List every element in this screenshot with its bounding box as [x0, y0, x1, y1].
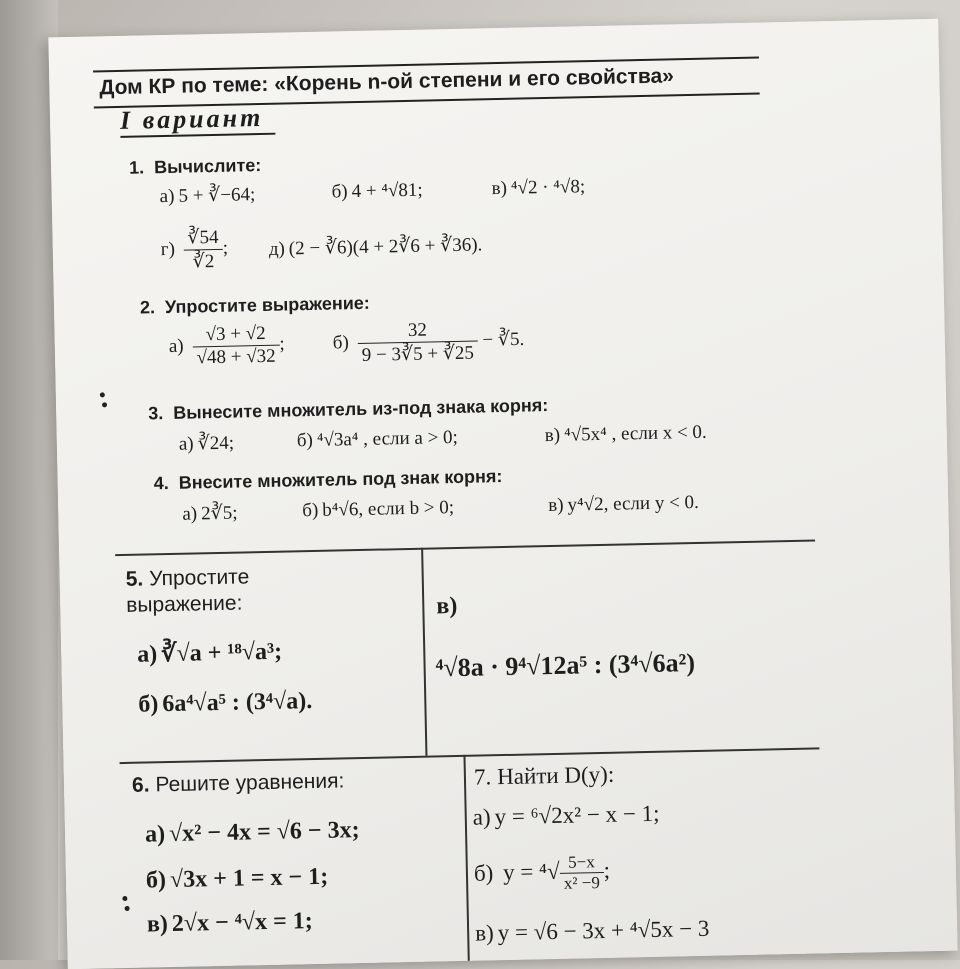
pen-mark-dot — [125, 906, 130, 911]
task7-b-prefix: y = — [502, 859, 534, 885]
task3-a-label: а) — [178, 433, 194, 455]
task1-item-d — [269, 233, 483, 260]
task2-b-denominator: 9 − 3∛5 + ∛25 — [361, 342, 475, 366]
task1-label: Вычислите: — [153, 154, 262, 178]
divider-upper — [115, 539, 815, 556]
task6-number: 6. — [131, 773, 150, 797]
task4-label: Внесите множитель под знак корня: — [178, 466, 503, 493]
task6-label: Решите уравнения: — [155, 769, 345, 797]
task1-g-label: г) — [160, 238, 176, 260]
task1-g-end: ; — [222, 237, 229, 259]
task7-title — [474, 762, 615, 791]
task4-number: 4. — [153, 473, 169, 494]
task3-b-expr: ⁴√3a⁴ , если a > 0; — [316, 426, 459, 451]
task2-b-numerator: 32 — [357, 319, 478, 345]
task5-label-1: Упростите — [148, 565, 250, 591]
task3-item-a — [179, 432, 235, 456]
background-edge — [0, 0, 58, 960]
task6-b-expr: √3x + 1 = x − 1; — [169, 863, 329, 894]
task4-item-v — [548, 492, 699, 517]
task4-item-a — [182, 502, 238, 526]
task7-b-root: ⁴√ — [538, 858, 560, 885]
task1-g-fraction — [183, 226, 223, 274]
task6-v-expr: 2√x − ⁴√x = 1; — [171, 908, 314, 938]
task5-b-expr: 6a⁴√a⁵ : (3⁴√a). — [162, 688, 313, 718]
divider-lower — [120, 747, 820, 764]
task1-title — [129, 155, 262, 179]
task1-v-expr: ⁴√2 · ⁴√8; — [510, 176, 586, 199]
task7-v-label: в) — [474, 920, 494, 946]
task7-item-b — [474, 852, 611, 896]
task2-item-a — [168, 323, 285, 370]
task1-g-denominator: ∛2 — [192, 250, 215, 273]
task3-v-label: в) — [544, 424, 561, 447]
task2-a-end: ; — [279, 333, 285, 355]
task5-item-v: ⁴√8a · 9⁴√12a⁵ : (3⁴√6a²) — [435, 648, 696, 683]
task1-d-expr: (2 − ∛6)(4 + 2∛6 + ∛36). — [288, 234, 483, 260]
divider-task5-vertical — [421, 548, 427, 756]
task6-v-label: в) — [146, 911, 169, 938]
task7-label: Найти D(y): — [496, 761, 615, 790]
task7-b-numerator: 5−x — [559, 852, 603, 874]
pen-mark-dot — [102, 402, 107, 407]
task7-b-label: б) — [473, 860, 494, 886]
task4-item-b — [302, 497, 454, 522]
task3-title — [148, 395, 548, 424]
task7-item-v — [475, 916, 710, 947]
task6-item-b — [146, 864, 329, 895]
task3-item-v — [545, 422, 707, 447]
task4-v-label: в) — [548, 494, 564, 517]
task3-a-expr: ∛24; — [197, 432, 235, 455]
task5-item-b — [138, 688, 312, 719]
pen-mark-dot — [100, 392, 105, 397]
worksheet-paper — [48, 19, 957, 969]
pen-mark-dot — [122, 896, 127, 901]
task4-title — [153, 466, 502, 494]
task2-b-fraction — [357, 319, 478, 368]
task2-b-end: − ∛5. — [482, 328, 525, 351]
task3-item-b — [297, 427, 458, 452]
task5-item-v-label: в) — [436, 592, 458, 620]
task3-b-label: б) — [296, 429, 314, 452]
task7-b-denominator: x² −9 — [563, 873, 601, 893]
task4-b-label: б) — [302, 499, 319, 522]
task7-a-expr: y = ⁶√2x² − x − 1; — [494, 800, 660, 830]
task2-a-denominator: √48 + √32 — [196, 345, 276, 369]
task5-title-line2: выражение: — [126, 591, 243, 617]
task2-label: Упростите выражение: — [164, 292, 370, 318]
task1-number: 1. — [128, 157, 145, 178]
task6-title — [132, 769, 345, 797]
task1-item-v — [491, 176, 585, 200]
task3-v-expr: ⁴√5x⁴ , если x < 0. — [563, 421, 707, 446]
task2-title — [140, 293, 370, 319]
task3-label: Вынесите множитель из-под знака корня: — [173, 395, 549, 423]
task6-a-label: а) — [144, 821, 166, 848]
task6-b-label: б) — [145, 867, 167, 894]
task5-title-line1 — [125, 565, 249, 592]
task7-b-fraction — [559, 852, 604, 894]
task1-a-expr: 5 + ∛−64; — [178, 184, 256, 207]
task1-item-b — [331, 180, 422, 204]
task1-b-expr: 4 + ⁴√81; — [351, 179, 423, 203]
task2-b-label: б) — [332, 332, 350, 354]
task1-v-label: в) — [491, 177, 508, 200]
task2-a-fraction — [192, 323, 280, 370]
task3-number: 3. — [148, 403, 164, 424]
task6-item-a — [145, 817, 360, 848]
task7-a-label: а) — [472, 804, 491, 830]
task7-item-a — [473, 801, 660, 831]
task4-a-label: а) — [182, 503, 198, 525]
task5-a-expr: ∛√a + ¹⁸√a³; — [161, 638, 283, 668]
divider-task6-vertical — [463, 755, 469, 961]
task5-number: 5. — [125, 567, 144, 591]
task2-number: 2. — [139, 297, 156, 318]
task1-g-numerator: ∛54 — [183, 226, 223, 251]
task1-b-label: б) — [331, 181, 348, 203]
worksheet-header: Дом КР по теме: «Корень n-ой степени и его свойства» — [93, 57, 760, 109]
task1-a-label: а) — [159, 185, 175, 208]
task2-a-label: а) — [168, 335, 184, 357]
task1-d-label: д) — [268, 238, 286, 260]
variant-title: I вариант — [120, 103, 276, 138]
task5-a-label: а) — [137, 641, 158, 668]
task1-item-g — [160, 226, 228, 274]
task5-b-label: б) — [138, 691, 159, 718]
task5-item-a — [137, 637, 282, 669]
task4-v-expr: y⁴√2, если y < 0. — [567, 491, 700, 516]
task7-b-end: ; — [603, 857, 611, 883]
task7-number: 7. — [473, 764, 492, 790]
task6-item-v — [147, 908, 313, 938]
task7-v-expr: y = √6 − 3x + ⁴√5x − 3 — [497, 915, 710, 946]
task4-a-expr: 2∛5; — [200, 502, 238, 525]
task1-item-a — [159, 183, 255, 208]
task4-b-expr: b⁴√6, если b > 0; — [322, 497, 455, 521]
task2-item-b — [332, 318, 524, 368]
task2-a-numerator: √3 + √2 — [192, 323, 280, 348]
task6-a-expr: √x² − 4x = √6 − 3x; — [168, 817, 360, 848]
